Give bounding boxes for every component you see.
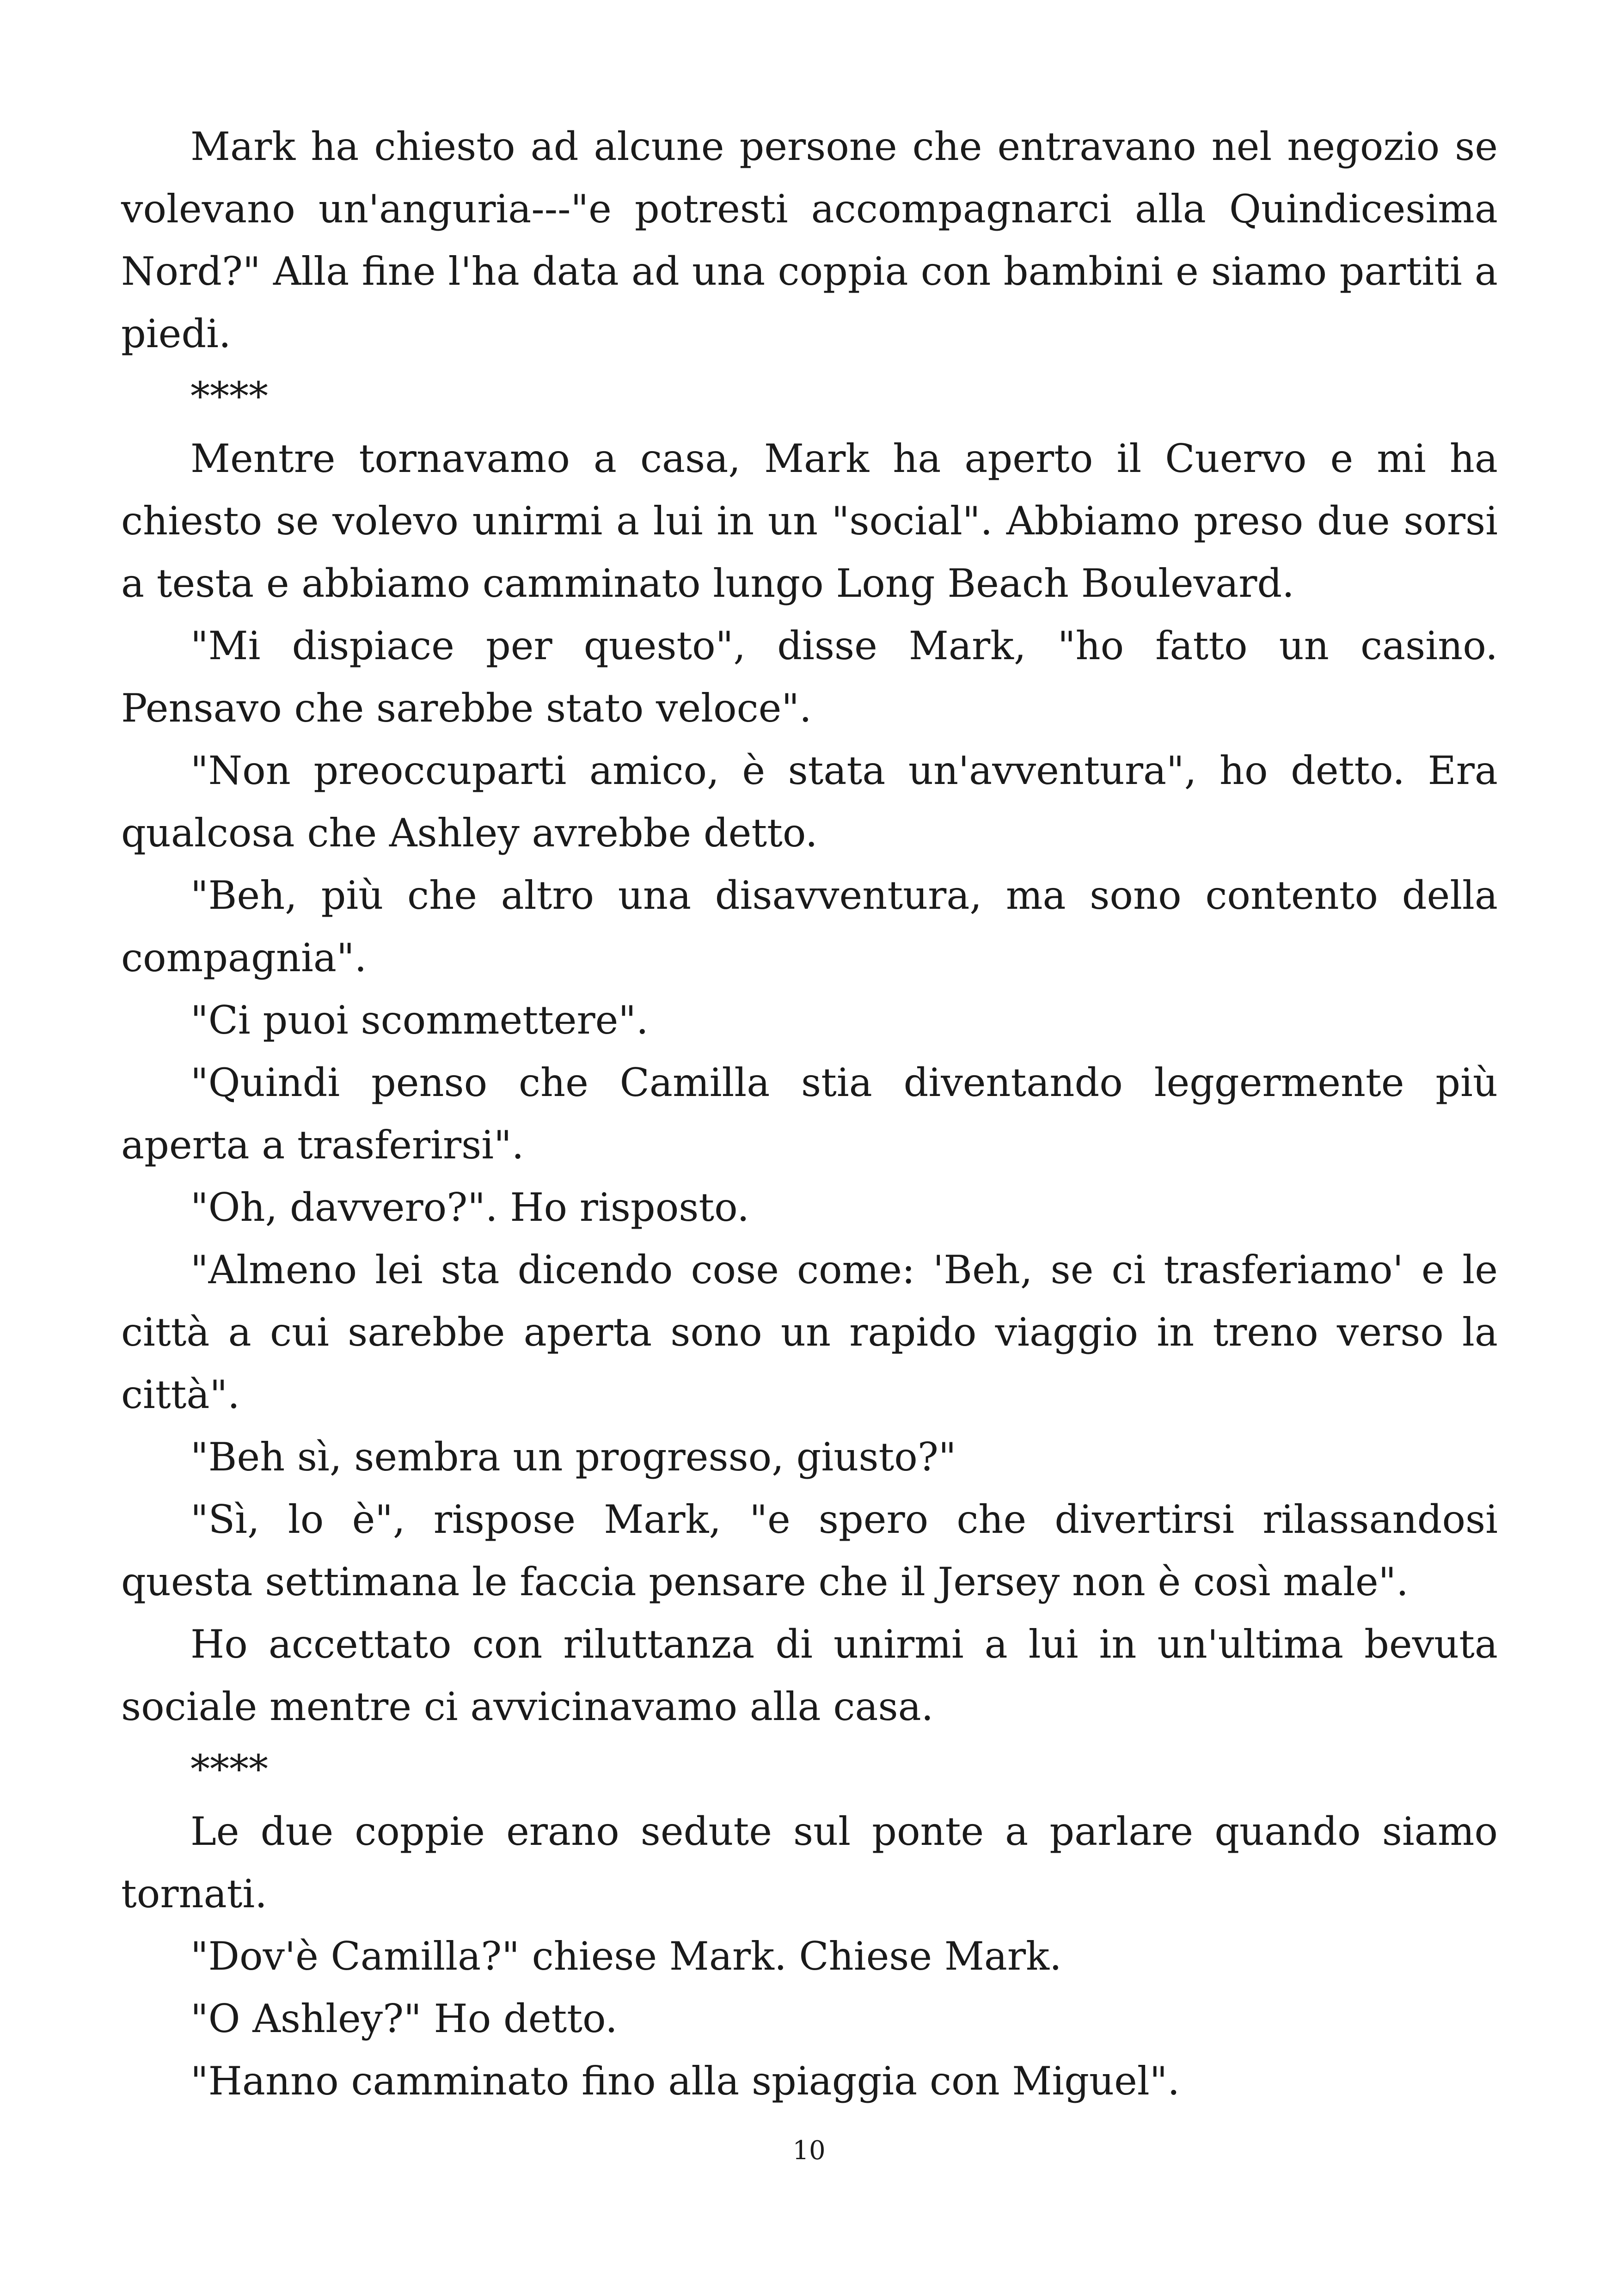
- body-text: [121, 116, 1498, 2112]
- paragraph: "Quindi penso che Camilla stia diventando leggermente più aperta a trasferirsi".: [121, 1060, 1498, 1168]
- paragraph: "Ci puoi scommettere".: [190, 998, 649, 1043]
- paragraph: "Oh, davvero?". Ho risposto.: [190, 1185, 749, 1230]
- paragraph: Ho accettato con riluttanza di unirmi a lui in un'ultima bevuta sociale mentre ci avvicinavamo alla casa.: [121, 1622, 1498, 1729]
- paragraph: Mark ha chiesto ad alcune persone che entravano nel negozio se volevano un'anguria---"e potresti accompagnarci alla Quindicesima Nord?" Alla fine l'ha data ad una coppia con bambini e siamo partiti a piedi.: [121, 124, 1498, 356]
- paragraph: "Beh, più che altro una disavventura, ma sono contento della compagnia".: [121, 873, 1498, 980]
- paragraph: "Non preoccuparti amico, è stata un'avventura", ho detto. Era qualcosa che Ashley avrebbe detto.: [121, 748, 1498, 856]
- paragraph: "Sì, lo è", rispose Mark, "e spero che divertirsi rilassandosi questa settimana le faccia pensare che il Jersey non è così male".: [121, 1497, 1498, 1604]
- page-number: 10: [792, 2136, 826, 2166]
- paragraph: "O Ashley?" Ho detto.: [190, 1996, 618, 2041]
- paragraph: Mentre tornavamo a casa, Mark ha aperto il Cuervo e mi ha chiesto se volevo unirmi a lui in un "social". Abbiamo preso due sorsi a testa e abbiamo camminato lungo Long Beach Boulevard.: [121, 436, 1498, 606]
- paragraph: "Mi dispiace per questo", disse Mark, "ho fatto un casino. Pensavo che sarebbe stato veloce".: [121, 623, 1498, 731]
- paragraph: "Hanno camminato fino alla spiaggia con Miguel".: [190, 2058, 1180, 2104]
- paragraph: "Almeno lei sta dicendo cose come: 'Beh, se ci trasferiamo' e le città a cui sarebbe aperta sono un rapido viaggio in treno verso la città".: [121, 1247, 1498, 1417]
- paragraph: Le due coppie erano sedute sul ponte a parlare quando siamo tornati.: [121, 1809, 1498, 1916]
- scene-separator: ****: [190, 1746, 268, 1792]
- paragraph: "Dov'è Camilla?" chiese Mark. Chiese Mark.: [190, 1934, 1062, 1979]
- scene-separator: ****: [190, 373, 268, 419]
- paragraph: "Beh sì, sembra un progresso, giusto?": [190, 1434, 956, 1480]
